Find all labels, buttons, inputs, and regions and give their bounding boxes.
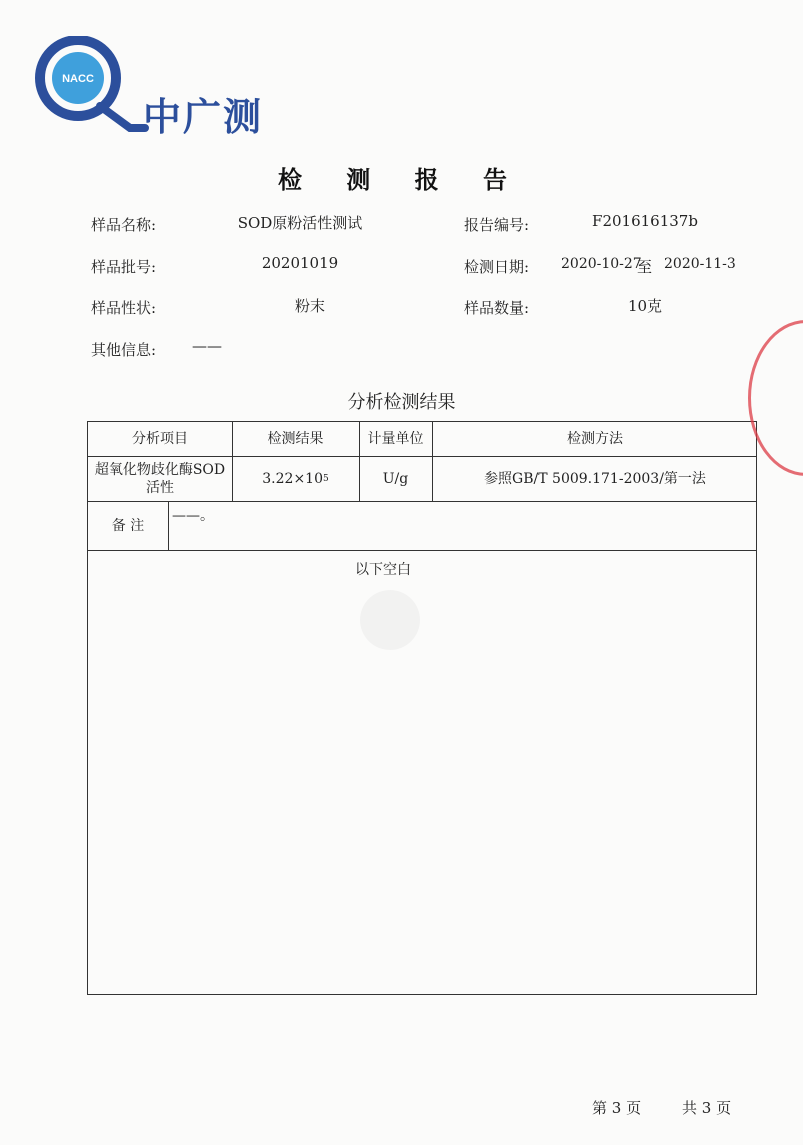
remark-value: ——。 bbox=[172, 508, 214, 524]
header-result: 检测结果 bbox=[267, 431, 324, 447]
other-info-label: 其他信息: bbox=[91, 341, 157, 359]
row-unit: U/g bbox=[382, 470, 409, 487]
blank-note: 以下空白 bbox=[355, 562, 411, 578]
test-date-label: 检测日期: bbox=[464, 258, 530, 276]
brand-name: 中广测 bbox=[143, 95, 264, 139]
sample-name-label: 样品名称: bbox=[91, 216, 157, 234]
header-method: 检测方法 bbox=[567, 431, 623, 447]
remark-label: 备 注 bbox=[111, 517, 145, 534]
logo-badge-text: NACC bbox=[62, 73, 94, 85]
header-unit: 计量单位 bbox=[367, 431, 424, 447]
quantity-label: 样品数量: bbox=[464, 299, 530, 317]
batch-value: 20201019 bbox=[261, 254, 339, 272]
other-info-value: —— bbox=[192, 337, 222, 355]
header-item: 分析项目 bbox=[132, 431, 188, 447]
test-date-separator: 至 bbox=[637, 258, 653, 276]
page-number: 第 3 页 bbox=[592, 1099, 642, 1117]
row-item: 超氧化物歧化酶SOD活性 bbox=[94, 461, 226, 496]
results-section-title: 分析检测结果 bbox=[347, 392, 456, 413]
results-table bbox=[87, 421, 757, 995]
page-title: 检 测 报 告 bbox=[277, 165, 526, 194]
test-date-end: 2020-11-3 bbox=[664, 256, 736, 272]
batch-label: 样品批号: bbox=[91, 258, 157, 276]
report-no-value: F201616137b bbox=[592, 212, 698, 230]
state-label: 样品性状: bbox=[91, 299, 157, 317]
watermark bbox=[360, 590, 420, 650]
row-method: 参照GB/T 5009.171-2003/第一法 bbox=[484, 470, 706, 487]
quantity-value: 10克 bbox=[627, 297, 663, 315]
result-exponent: 5 bbox=[322, 473, 329, 484]
result-base: 3.22×10 bbox=[262, 470, 323, 487]
test-date-start: 2020-10-27 bbox=[561, 256, 642, 272]
report-no-label: 报告编号: bbox=[464, 216, 530, 234]
state-value: 粉末 bbox=[294, 297, 325, 315]
page-total: 共 3 页 bbox=[682, 1099, 732, 1117]
row-result bbox=[232, 456, 359, 501]
sample-name-value: SOD原粉活性测试 bbox=[237, 214, 363, 232]
